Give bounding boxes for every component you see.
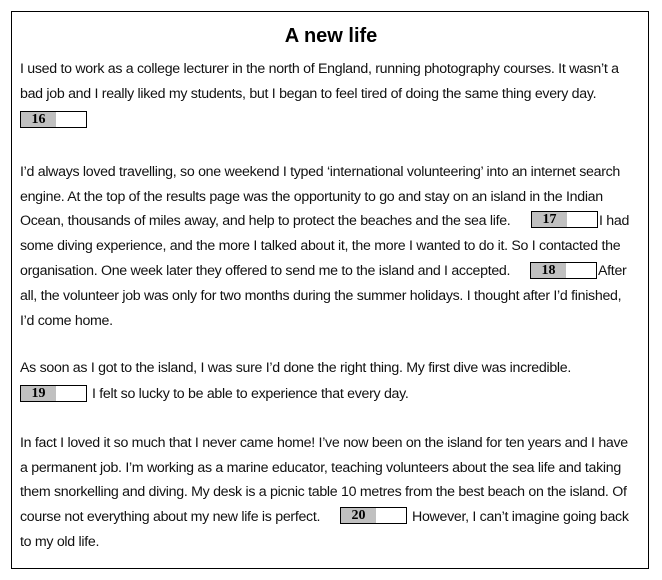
- paragraph-2-line-3: Ocean, thousands of miles away, and help to protect the beaches and the sea life.: [20, 213, 511, 229]
- gap-number: 19: [21, 386, 56, 401]
- paragraph-2-line-1: I’d always loved travelling, so one weekend I typed ‘international volunteering’ into an internet search: [20, 164, 620, 180]
- gap-19-input[interactable]: [20, 385, 87, 402]
- gap-16-input[interactable]: [20, 111, 87, 128]
- paragraph-2-line-5: organisation. One week later they offered to send me to the island and I accepted.: [20, 263, 511, 279]
- paragraph-2-line-7: I’d come home.: [20, 313, 113, 329]
- paragraph-2-line-3-cont: I had: [599, 213, 630, 229]
- paragraph-2-line-6: all, the volunteer job was only for two months during the summer holidays. I thought after I’d finished,: [20, 288, 622, 304]
- paragraph-1-line-1: I used to work as a college lecturer in the north of England, running photography courses. It wasn’t a: [20, 61, 619, 77]
- gap-number: 20: [341, 508, 376, 523]
- paragraph-1-line-2: bad job and I really liked my students, but I began to feel tired of doing the same thing every day.: [20, 86, 597, 102]
- gap-17-input[interactable]: [531, 211, 598, 228]
- paragraph-3-line-2: I felt so lucky to be able to experience that every day.: [92, 386, 409, 402]
- gap-number: 18: [531, 263, 566, 278]
- paragraph-4-line-3: them snorkelling and diving. My desk is a picnic table 10 metres from the best beach on the island. Of: [20, 484, 627, 500]
- paragraph-4-line-2: a permanent job. I’m working as a marine educator, teaching volunteers about the sea life and taking: [20, 460, 621, 476]
- paragraph-4-line-4-cont: However, I can’t imagine going back: [412, 509, 629, 525]
- paragraph-3-line-1: As soon as I got to the island, I was sure I’d done the right thing. My first dive was incredible.: [20, 360, 572, 376]
- paragraph-2-line-5-cont: After: [598, 263, 627, 279]
- paragraph-4-line-1: In fact I loved it so much that I never came home! I’ve now been on the island for ten years and I have: [20, 435, 628, 451]
- gap-18-input[interactable]: [530, 262, 597, 279]
- paragraph-2-line-2: engine. At the top of the results page was the opportunity to go and stay on an island in the Indian: [20, 189, 603, 205]
- gap-20-input[interactable]: [340, 507, 407, 524]
- document-title: A new life: [284, 25, 378, 47]
- paragraph-4-line-5: to my old life.: [20, 534, 100, 550]
- paragraph-2-line-4: some diving experience, and the more I talked about it, the more I wanted to do it. So I contacted the: [20, 238, 621, 254]
- gap-number: 16: [21, 112, 56, 127]
- gap-number: 17: [532, 212, 567, 227]
- paragraph-4-line-4: course not everything about my new life is perfect.: [20, 509, 321, 525]
